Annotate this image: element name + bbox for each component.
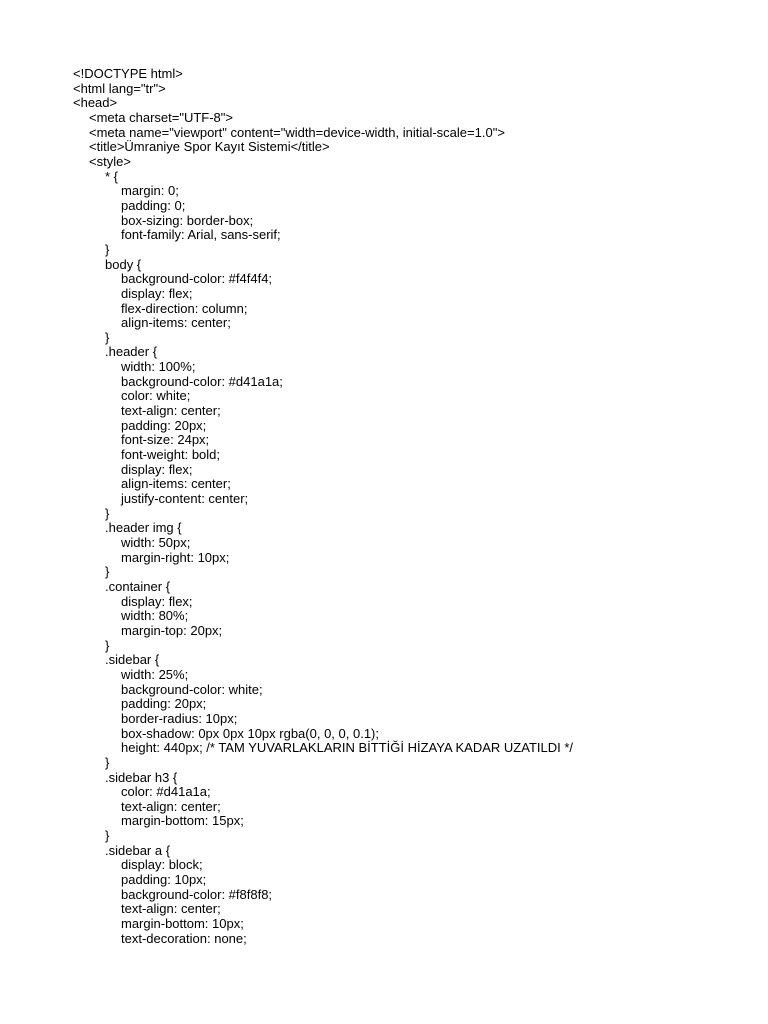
code-line: width: 80%; [121, 608, 189, 624]
code-line: } [105, 754, 110, 770]
code-line: display: flex; [121, 593, 193, 609]
code-line: height: 440px; /* TAM YUVARLAKLARIN BİTTİĞİ HİZAYA KADAR UZATILDI */ [121, 740, 574, 756]
code-line: justify-content: center; [121, 491, 249, 507]
code-line: body { [105, 256, 142, 272]
code-line: <!DOCTYPE html> [73, 66, 183, 81]
code-line: flex-direction: column; [121, 300, 248, 316]
code-line: font-size: 24px; [121, 432, 210, 448]
code-line: display: flex; [121, 285, 193, 301]
code-line: } [105, 505, 110, 521]
code-line: align-items: center; [121, 476, 231, 492]
code-line: .container { [105, 578, 171, 594]
code-line: .sidebar h3 { [105, 769, 178, 785]
code-line: padding: 10px; [121, 872, 207, 888]
code-line: background-color: white; [121, 681, 263, 697]
code-line: .sidebar { [105, 652, 160, 668]
code-line: border-radius: 10px; [121, 710, 238, 726]
code-line: align-items: center; [121, 315, 231, 331]
code-line: text-align: center; [121, 798, 221, 814]
code-line: margin-right: 10px; [121, 549, 230, 565]
code-line: margin-top: 20px; [121, 622, 223, 638]
code-line: margin-bottom: 15px; [121, 813, 244, 829]
code-line: <title>Ümraniye Spor Kayıt Sistemi</title> [89, 139, 330, 155]
code-line: } [105, 828, 110, 844]
code-line: box-shadow: 0px 0px 10px rgba(0, 0, 0, 0.1); [121, 725, 379, 741]
code-line: } [105, 564, 110, 580]
code-line: text-align: center; [121, 403, 221, 419]
code-line: <head> [73, 95, 118, 111]
code-line: <meta charset="UTF-8"> [89, 109, 233, 125]
code-line: margin: 0; [121, 183, 179, 199]
code-line: padding: 20px; [121, 417, 207, 433]
code-line: <html lang="tr"> [73, 80, 166, 96]
code-line: color: #d41a1a; [121, 784, 211, 800]
code-line: <style> [89, 153, 131, 169]
code-line: background-color: #f4f4f4; [121, 271, 273, 287]
code-line: font-weight: bold; [121, 447, 221, 463]
code-line: background-color: #f8f8f8; [121, 886, 273, 902]
code-line: * { [105, 168, 119, 184]
code-line: padding: 20px; [121, 696, 207, 712]
code-line: .sidebar a { [105, 842, 171, 858]
code-line: display: block; [121, 857, 203, 873]
code-line: display: flex; [121, 461, 193, 477]
code-line: width: 100%; [121, 359, 196, 375]
code-line: } [105, 637, 110, 653]
code-line: text-decoration: none; [121, 930, 247, 946]
code-line: box-sizing: border-box; [121, 212, 254, 228]
code-line: } [105, 329, 110, 345]
code-listing [73, 67, 733, 946]
code-line: width: 50px; [121, 535, 191, 550]
code-line: } [105, 241, 110, 257]
code-line: color: white; [121, 388, 191, 404]
code-line: .header img { [105, 520, 182, 536]
code-line: width: 25%; [121, 666, 189, 682]
code-line: .header { [105, 344, 158, 360]
code-line: background-color: #d41a1a; [121, 373, 283, 389]
code-line: font-family: Arial, sans-serif; [121, 227, 281, 243]
code-line: padding: 0; [121, 197, 186, 213]
code-line: <meta name="viewport" content="width=device-width, initial-scale=1.0"> [89, 124, 505, 140]
code-line: margin-bottom: 10px; [121, 916, 244, 932]
code-line: text-align: center; [121, 901, 221, 917]
